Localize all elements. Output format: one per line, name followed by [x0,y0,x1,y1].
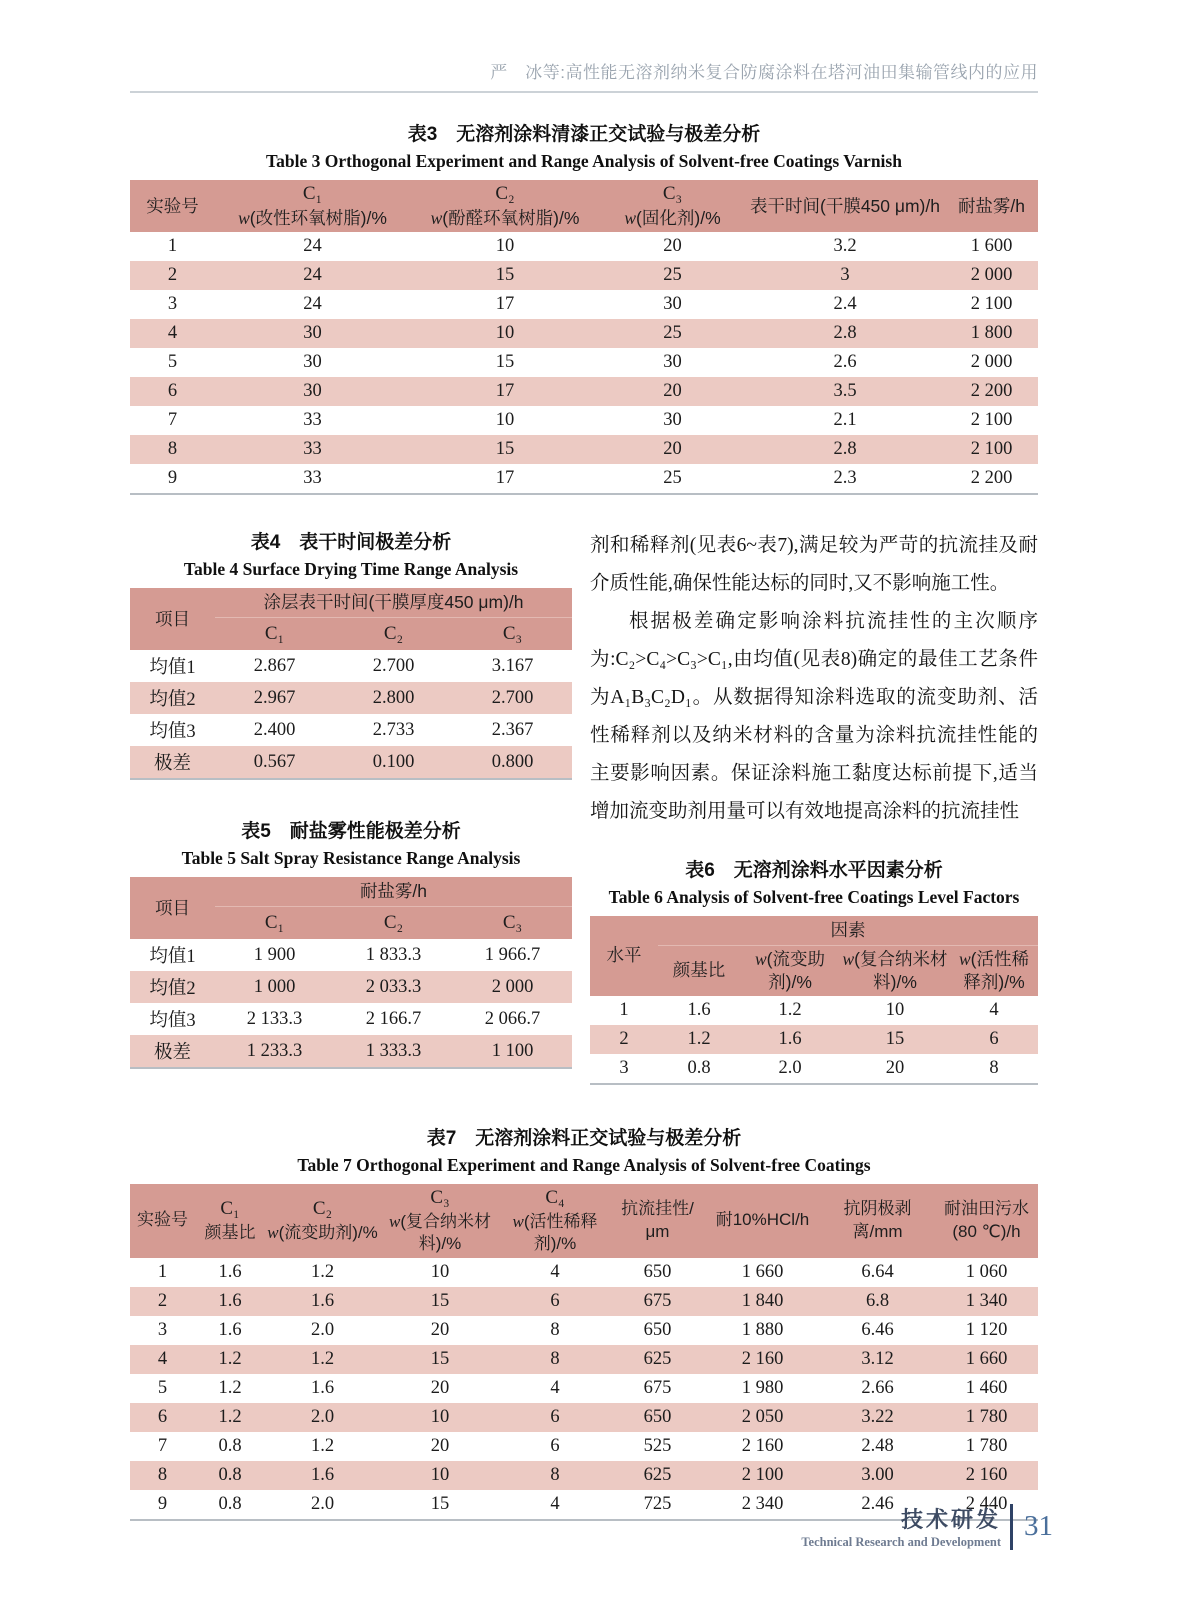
table-cell: 3 [619,1057,629,1078]
table3-caption-zh: 表3 无溶剂涂料清漆正交试验与极差分析 [407,124,761,145]
table-cell: 2.8 [833,323,857,343]
column-header: w(复合纳米材料)/% [840,946,950,996]
table-cell: 1.2 [218,1377,242,1398]
table-cell: 1 [167,236,178,256]
column-header: C₂ w(流变助剂)/% [265,1184,380,1258]
table-cell: 1 [619,999,629,1020]
table-cell: 625 [643,1464,672,1485]
table-cell: 9 [167,468,178,488]
table-cell: 2 [619,1028,629,1049]
table-row [130,1403,1038,1432]
column-header: C₃ w(固化剂)/% [600,180,745,232]
table-cell: 33 [303,410,322,430]
table-cell: 2.867 [253,655,296,676]
table-cell: 2 200 [970,381,1013,401]
page-content [130,0,1038,1521]
table-cell: 5 [167,352,178,372]
table-cell: 2.3 [833,468,857,488]
table-cell: 30 [303,352,322,372]
table3-caption-en: Table 3 Orthogonal Experiment and Range Analysis of Solvent-free Coatings Varnish [266,151,902,171]
table-cell: 1 780 [965,1406,1008,1427]
table-row [590,1054,1038,1084]
table-cell: 2.4 [833,294,857,314]
table-cell: 2.733 [372,719,415,740]
table-cell: 20 [430,1319,450,1340]
column-header: 颜基比 [658,946,740,996]
table-cell: 极差 [153,1043,191,1063]
table-cell: 均值3 [149,1011,196,1031]
table-cell: 2 033.3 [365,976,422,997]
table-cell: 1.6 [310,1464,335,1485]
table-cell: 15 [430,1290,450,1311]
table-cell: 8 [550,1348,560,1369]
table-cell: 8 [157,1464,168,1485]
table-row [130,1287,1038,1316]
table-cell: 8 [550,1319,560,1340]
table-cell: 3.22 [861,1406,894,1427]
table-cell: 6 [550,1290,560,1311]
table-cell: 2 100 [970,439,1013,459]
table-cell: 10 [495,410,515,430]
table-cell: 1.6 [310,1290,335,1311]
table-cell: 3.12 [861,1348,894,1369]
table-cell: 均值2 [149,690,196,710]
column-header: C₃ [453,907,572,940]
table-cell: 3.00 [861,1464,894,1485]
table-cell: 3.5 [833,381,857,401]
table-cell: 2 100 [970,410,1013,430]
table-row [130,939,572,971]
table-cell: 20 [663,236,682,256]
table-row [130,1035,572,1068]
table-cell: 675 [643,1290,672,1311]
table-cell: 均值1 [149,658,196,678]
table-cell: 4 [550,1493,560,1514]
column-header: 抗流挂性/μm [610,1184,705,1258]
column-header: 抗阴极剥离/mm [820,1184,935,1258]
body-text [590,527,1038,831]
column-header: C₁ [215,618,334,651]
table-cell: 6 [550,1435,560,1456]
table-cell: 17 [495,294,515,314]
table-cell: 7 [167,410,178,430]
table-cell: 2.8 [833,439,857,459]
table-cell: 2 340 [741,1493,784,1514]
table-cell: 650 [643,1319,672,1340]
table-cell: 20 [430,1435,450,1456]
table-cell: 8 [167,439,178,459]
table-cell: 2.700 [372,655,415,676]
table-cell: 4 [550,1377,560,1398]
table-cell: 725 [643,1493,672,1514]
column-header: C₁ 颜基比 [195,1184,265,1258]
table-cell: 1 780 [965,1435,1008,1456]
table-row [590,996,1038,1025]
table-cell: 30 [303,323,322,343]
table-row [130,682,572,714]
table-cell: 0.800 [491,751,534,772]
table-cell: 2.967 [253,687,296,708]
table-row [130,1316,1038,1345]
table-cell: 33 [303,439,322,459]
footer-section-zh: 技术研发 [900,1507,1001,1532]
table3 [130,180,1038,495]
table-cell: 1 333.3 [365,1040,422,1061]
header-rule [130,91,1038,93]
table-cell: 1.6 [687,999,711,1020]
table-cell: 650 [643,1261,672,1282]
table-cell: 15 [885,1028,905,1049]
table-cell: 625 [643,1348,672,1369]
table-cell: 1 980 [741,1377,784,1398]
table-cell: 6.64 [861,1261,894,1282]
column-header: C₂ w(酚醛环氧树脂)/% [410,180,600,232]
table-cell: 24 [303,236,322,256]
table-row [130,232,1038,261]
table-cell: 9 [157,1493,168,1514]
column-header: C₁ [215,907,334,940]
table4 [130,588,572,780]
table-cell: 2 [167,265,178,285]
footer-section-en: Technical Research and Development [801,1535,1001,1549]
table-row [130,1258,1038,1287]
table-row [130,377,1038,406]
table-cell: 均值3 [149,722,196,742]
table-cell: 1 060 [965,1261,1008,1282]
body-paragraph-1: 剂和稀释剂(见表6~表7),满足较为严苛的抗流挂及耐介质性能,确保性能达标的同时,又不影响施工性。 [590,535,1038,594]
table5 [130,877,572,1069]
table-cell: 均值2 [149,979,196,999]
table-cell: 6.8 [865,1290,890,1311]
table-cell: 0.8 [218,1493,242,1514]
table-cell: 15 [430,1348,450,1369]
table-cell: 0.8 [687,1057,711,1078]
column-header: C₃ [453,618,572,651]
table-cell: 6 [550,1406,560,1427]
table-row [130,348,1038,377]
column-header: 水平 [590,916,658,996]
table-cell: 10 [430,1464,450,1485]
table-cell: 1 833.3 [365,944,422,965]
table-cell: 1.2 [778,999,802,1020]
table-cell: 2 133.3 [246,1008,303,1029]
column-header: 实验号 [130,1184,195,1258]
table-cell: 2 000 [970,352,1013,372]
table-cell: 25 [663,468,682,488]
table-cell: 1.6 [218,1319,242,1340]
table5-caption-zh: 表5 耐盐雾性能极差分析 [241,821,461,842]
table-cell: 30 [663,410,682,430]
table-cell: 1.6 [310,1377,335,1398]
table-cell: 20 [663,381,682,401]
table-cell: 2.0 [778,1057,802,1078]
table-cell: 2 000 [491,976,534,997]
table-row [130,714,572,746]
table-cell: 1 600 [970,236,1013,256]
table-cell: 4 [157,1348,168,1369]
table-cell: 2 050 [741,1406,784,1427]
table-row [130,406,1038,435]
table-cell: 2 100 [741,1464,784,1485]
table-cell: 17 [495,468,515,488]
table-cell: 0.567 [253,751,296,772]
table-row [590,1025,1038,1054]
table-cell: 2.367 [491,719,534,740]
running-head: 严 冰等:高性能无溶剂纳米复合防腐涂料在塔河油田集输管线内的应用 [490,63,1038,82]
table-cell: 2.400 [253,719,296,740]
column-header: 实验号 [130,180,215,232]
table-row [130,261,1038,290]
table-cell: 6 [989,1028,999,1049]
column-header: 耐10%HCl/h [705,1184,820,1258]
table-cell: 极差 [153,754,191,774]
table-cell: 525 [643,1435,672,1456]
table-row [130,1003,572,1035]
table-row [130,464,1038,494]
table-cell: 15 [495,265,515,285]
column-header: 因素 [658,916,1038,946]
table-cell: 1.6 [218,1290,242,1311]
table-cell: 650 [643,1406,672,1427]
table-cell: 4 [550,1261,560,1282]
table-cell: 0.8 [218,1435,242,1456]
table-cell: 2 166.7 [365,1008,422,1029]
table-cell: 2 [157,1290,168,1311]
table-cell: 5 [157,1377,168,1398]
table-cell: 2.800 [372,687,415,708]
table-cell: 25 [663,265,682,285]
body-paragraph-2: 根据极差确定影响涂料抗流挂性的主次顺序为:C₂>C₄>C₃>C₁,由均值(见表8)确定的最佳工艺条件为A₁B₃C₂D₁。从数据得知涂料选取的流变助剂、活性稀释剂以及纳米材料的含量为涂料抗流挂性能的主要影响因素。保证涂料施工黏度达标前提下,适当增加流变助剂用量可以有效地提高涂料的抗流挂性 [590,611,1038,822]
table-cell: 3 [840,265,850,285]
table-cell: 10 [885,999,905,1020]
table-cell: 1 233.3 [246,1040,303,1061]
table4-caption-en: Table 4 Surface Drying Time Range Analysis [183,559,519,579]
two-column-section [130,527,1038,1085]
table-row [130,435,1038,464]
column-header: 表干时间(干膜450 μm)/h [745,180,945,232]
column-header: C₂ [334,907,453,940]
page-footer [801,1503,1053,1550]
column-header: w(流变助剂)/% [740,946,840,996]
table-cell: 33 [303,468,322,488]
column-header: 耐盐雾/h [945,180,1038,232]
table-cell: 25 [663,323,682,343]
left-column [130,527,572,1085]
table-cell: 675 [643,1377,672,1398]
table-cell: 10 [430,1406,450,1427]
table-cell: 2.48 [861,1435,894,1456]
table-cell: 1.6 [218,1261,242,1282]
table-cell: 2.66 [861,1377,894,1398]
table7 [130,1184,1038,1521]
table-cell: 0.100 [372,751,415,772]
table5-caption-en: Table 5 Salt Spray Resistance Range Analysis [181,848,521,868]
table-row [130,971,572,1003]
column-header: 项目 [130,877,215,939]
table-cell: 8 [989,1057,999,1078]
footer-divider [1010,1504,1013,1550]
table-row [130,319,1038,348]
table-cell: 1.2 [687,1028,711,1049]
table-cell: 1 120 [965,1319,1008,1340]
table-cell: 15 [495,352,515,372]
table-cell: 3 [157,1319,168,1340]
table6 [590,916,1038,1085]
table-cell: 17 [495,381,515,401]
table-row [130,1461,1038,1490]
table7-caption-zh: 表7 无溶剂涂料正交试验与极差分析 [426,1127,742,1149]
table-cell: 1.2 [218,1406,242,1427]
table-cell: 1 660 [741,1261,784,1282]
table-cell: 15 [430,1493,450,1514]
table-cell: 1 460 [965,1377,1008,1398]
table-cell: 2 100 [970,294,1013,314]
table-cell: 20 [430,1377,450,1398]
table-cell: 15 [495,439,515,459]
table-cell: 1.2 [310,1348,335,1369]
table-cell: 1 100 [491,1040,534,1061]
column-header: C₁ w(改性环氧树脂)/% [215,180,410,232]
table-cell: 30 [663,294,682,314]
table-cell: 2.1 [833,410,857,430]
table-cell: 24 [303,265,322,285]
table-row [130,290,1038,319]
table-cell: 0.8 [218,1464,242,1485]
table-cell: 4 [167,323,178,343]
table6-caption-zh: 表6 无溶剂涂料水平因素分析 [685,860,943,881]
table-cell: 6 [157,1406,168,1427]
table-cell: 30 [303,381,322,401]
table-cell: 10 [495,323,515,343]
table-cell: 1.2 [218,1348,242,1369]
table-row [130,650,572,682]
table-cell: 1.2 [310,1261,335,1282]
table-cell: 7 [157,1435,168,1456]
column-header: 耐盐雾/h [215,877,572,907]
table-cell: 10 [495,236,515,256]
table-cell: 1 800 [970,323,1013,343]
table-cell: 2.46 [861,1493,894,1514]
table-cell: 2 160 [741,1348,784,1369]
table-cell: 3.2 [833,236,857,256]
column-header: w(活性稀释剂)/% [950,946,1038,996]
table7-caption-en: Table 7 Orthogonal Experiment and Range Analysis of Solvent-free Coatings [297,1154,871,1175]
table-cell: 2 200 [970,468,1013,488]
table-cell: 1 966.7 [484,944,541,965]
table-row [130,1432,1038,1461]
table-cell: 1 900 [253,944,296,965]
table-cell: 2 160 [741,1435,784,1456]
table-row [130,1374,1038,1403]
table-cell: 30 [663,352,682,372]
column-header: C₂ [334,618,453,651]
table-cell: 1 [157,1261,168,1282]
table-cell: 2 066.7 [484,1008,541,1029]
table-cell: 1 840 [741,1290,784,1311]
table-cell: 4 [989,999,999,1020]
table-cell: 2.0 [310,1319,335,1340]
table-cell: 1.2 [310,1435,335,1456]
table-cell: 1 340 [965,1290,1008,1311]
table-cell: 2 160 [965,1464,1008,1485]
table-cell: 2 000 [970,265,1013,285]
column-header: C₃ w(复合纳米材料)/% [380,1184,500,1258]
table-row [130,1345,1038,1374]
table-cell: 1.6 [778,1028,802,1049]
table-cell: 2.0 [310,1406,335,1427]
table-cell: 24 [303,294,322,314]
column-header: 项目 [130,588,215,650]
column-header: C₄ w(活性稀释剂)/% [500,1184,610,1258]
table-cell: 2 440 [965,1493,1008,1514]
table-cell: 3 [167,294,178,314]
table-cell: 20 [663,439,682,459]
table-cell: 10 [430,1261,450,1282]
table-cell: 1 000 [253,976,296,997]
table-cell: 2.700 [491,687,534,708]
table4-caption-zh: 表4 表干时间极差分析 [250,532,452,553]
table-cell: 均值1 [149,947,196,967]
table-cell: 1 660 [965,1348,1008,1369]
table-cell: 20 [885,1057,905,1078]
right-column [590,527,1038,1085]
column-header: 涂层表干时间(干膜厚度450 μm)/h [215,588,572,618]
table-cell: 3.167 [491,655,534,676]
column-header: 耐油田污水(80 ℃)/h [935,1184,1038,1258]
table-cell: 2.0 [310,1493,335,1514]
table-row [130,746,572,779]
table-cell: 6 [167,381,178,401]
footer-section-title [801,1503,1001,1550]
table-cell: 2.6 [833,352,857,372]
table-cell: 1 880 [741,1319,784,1340]
table-cell: 6.46 [861,1319,894,1340]
table-cell: 8 [550,1464,560,1485]
table6-caption-en: Table 6 Analysis of Solvent-free Coatings Level Factors [608,887,1020,907]
page-number: 31 [1024,1510,1053,1542]
